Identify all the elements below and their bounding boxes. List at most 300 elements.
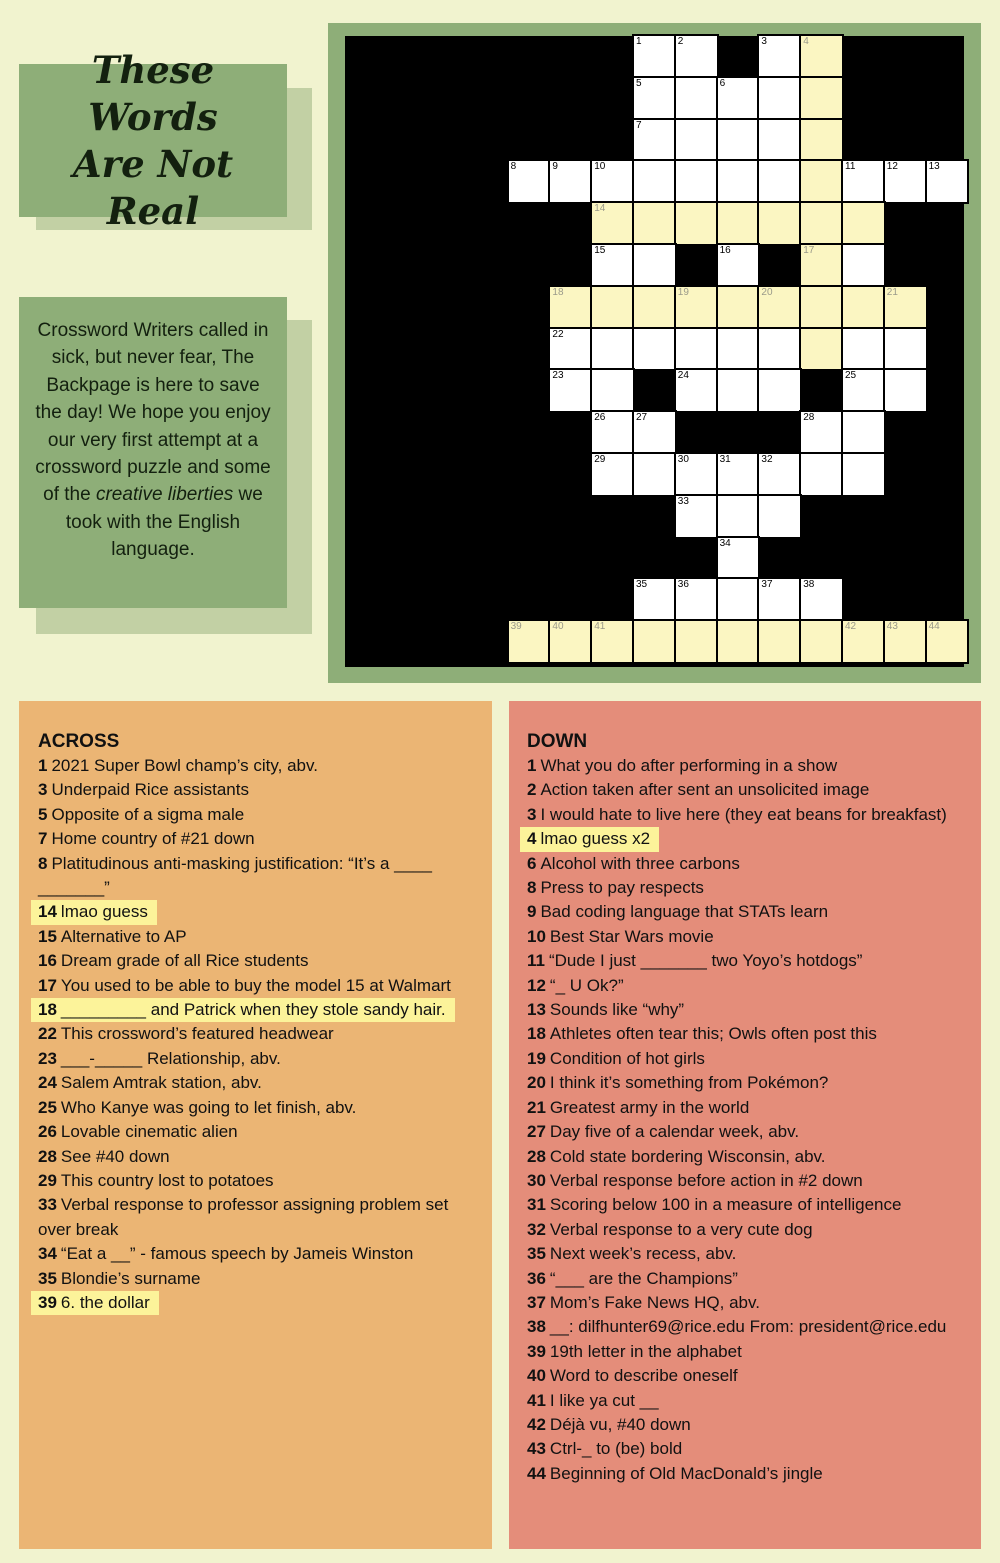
- across-clue: [38, 803, 482, 827]
- cell-number: 28: [803, 412, 815, 424]
- crossword-cell[interactable]: [718, 161, 759, 202]
- down-clue-number: 1: [527, 756, 537, 775]
- across-clue: [38, 1022, 482, 1046]
- down-clue: [527, 1364, 973, 1388]
- cell-number: 34: [719, 537, 731, 549]
- cell-number: 14: [594, 203, 606, 215]
- across-clue: [38, 1120, 482, 1144]
- across-clue: [38, 1071, 482, 1095]
- across-clue-text: Underpaid Rice assistants: [51, 780, 249, 800]
- crossword-cell[interactable]: [634, 454, 675, 495]
- cell-number: 35: [636, 579, 648, 591]
- across-clue-text: lmao guess: [60, 902, 148, 922]
- across-clue-number: 18: [38, 1000, 57, 1020]
- down-clue: [527, 852, 973, 876]
- crossword-cell[interactable]: [885, 621, 926, 662]
- crossword-cell[interactable]: [676, 496, 717, 537]
- across-clue-number: 7: [38, 829, 48, 849]
- across-clue-number: 22: [38, 1024, 57, 1044]
- across-clue-text: _________ and Patrick when they stole sandy hair.: [60, 1000, 446, 1020]
- crossword-cell[interactable]: [718, 329, 759, 370]
- across-clue-text: You used to be able to buy the model 15 at Walmart: [60, 975, 451, 995]
- across-clue-text: Platitudinous anti-masking justification: “It’s a ____ _______”: [38, 853, 432, 898]
- crossword-cell[interactable]: [634, 161, 675, 202]
- crossword-cell[interactable]: [801, 287, 842, 328]
- down-clue-text: Déjà vu, #40 down: [549, 1414, 691, 1434]
- cell-number: 43: [886, 621, 898, 633]
- across-clue: [31, 900, 157, 924]
- down-clue-number: 40: [527, 1366, 546, 1386]
- down-clue-text: Best Star Wars movie: [549, 926, 714, 946]
- down-clue-number: 3: [527, 804, 537, 824]
- crossword-cell[interactable]: [759, 621, 800, 662]
- crossword-cell[interactable]: [676, 287, 717, 328]
- crossword-cell[interactable]: [634, 579, 675, 620]
- across-clue: [38, 1145, 482, 1169]
- down-clue-number: 12: [527, 975, 546, 995]
- crossword-cell[interactable]: [550, 287, 591, 328]
- down-clue: [527, 1120, 973, 1144]
- crossword-cell[interactable]: [759, 287, 800, 328]
- page-title: [29, 47, 277, 235]
- crossword-cell[interactable]: [592, 203, 633, 244]
- cell-number: 17: [803, 245, 815, 256]
- crossword-cell[interactable]: [550, 329, 591, 370]
- cell-number: 41: [594, 621, 606, 633]
- crossword-cell[interactable]: [634, 78, 675, 119]
- intro-text-after: we took with the English language.: [65, 484, 263, 561]
- crossword-cell[interactable]: [634, 621, 675, 662]
- crossword-cell[interactable]: [843, 329, 884, 370]
- crossword-cell[interactable]: [927, 621, 968, 662]
- title-line-1: These Words: [88, 47, 218, 139]
- down-clue-number: 35: [527, 1244, 546, 1264]
- down-clue-text: Alcohol with three carbons: [540, 853, 740, 873]
- cell-number: 38: [803, 579, 815, 591]
- crossword-cell[interactable]: [801, 245, 842, 286]
- down-clue-number: 4: [527, 829, 537, 849]
- down-clues-panel: [509, 701, 981, 1549]
- across-clue-text: Salem Amtrak station, abv.: [60, 1073, 262, 1093]
- down-clue: [520, 827, 659, 851]
- across-clue-text: Home country of #21 down: [51, 829, 255, 849]
- crossword-cell[interactable]: [885, 370, 926, 411]
- down-clue: [527, 754, 973, 778]
- cell-number: 25: [845, 370, 857, 382]
- crossword-cell[interactable]: [634, 329, 675, 370]
- across-clue: [38, 974, 482, 998]
- cell-number: 6: [719, 77, 726, 89]
- across-clue: [38, 827, 482, 851]
- intro-emphasis: creative liberties: [95, 484, 234, 506]
- down-clue-number: 38: [527, 1317, 546, 1337]
- down-clue: [527, 1267, 973, 1291]
- across-clue-text: Verbal response to professor assigning problem set over break: [38, 1195, 449, 1239]
- crossword-cell[interactable]: [550, 621, 591, 662]
- down-clue-number: 18: [527, 1024, 546, 1044]
- down-clue-number: 11: [527, 951, 545, 971]
- cell-number: 30: [677, 454, 689, 465]
- crossword-cell[interactable]: [801, 161, 842, 202]
- across-clue-number: 14: [38, 902, 57, 922]
- across-clue-number: 39: [38, 1292, 57, 1312]
- crossword-cell[interactable]: [634, 203, 675, 244]
- crossword-cell[interactable]: [843, 621, 884, 662]
- down-clue-text: I like ya cut __: [549, 1390, 659, 1410]
- down-clue-text: Day five of a calendar week, abv.: [549, 1122, 800, 1142]
- down-clue-number: 42: [527, 1414, 546, 1434]
- down-clue: [527, 1047, 973, 1071]
- crossword-cell[interactable]: [759, 36, 800, 77]
- across-clue-text: Lovable cinematic alien: [60, 1122, 238, 1142]
- down-clue-number: 36: [527, 1268, 546, 1288]
- across-clue-number: 25: [38, 1097, 57, 1117]
- crossword-cell[interactable]: [718, 370, 759, 411]
- across-clue: [38, 925, 482, 949]
- across-clue-number: 35: [38, 1268, 57, 1288]
- down-clue: [527, 1242, 973, 1266]
- crossword-cell[interactable]: [759, 120, 800, 161]
- down-clue: [527, 1315, 973, 1339]
- crossword-cell[interactable]: [592, 161, 633, 202]
- down-clue-number: 9: [527, 902, 537, 922]
- crossword-cell[interactable]: [634, 412, 675, 453]
- crossword-cell[interactable]: [718, 538, 759, 579]
- crossword-cell[interactable]: [676, 203, 717, 244]
- down-clue: [527, 974, 973, 998]
- down-clue: [527, 1022, 973, 1046]
- crossword-cell[interactable]: [676, 329, 717, 370]
- down-clue-text: Word to describe oneself: [549, 1366, 738, 1386]
- down-clue: [527, 1096, 973, 1120]
- cell-number: 1: [636, 36, 642, 47]
- down-clue-text: Ctrl-_ to (be) bold: [549, 1439, 683, 1459]
- cell-number: 3: [761, 36, 767, 47]
- down-clue-number: 37: [527, 1292, 546, 1312]
- cell-number: 9: [552, 161, 558, 173]
- down-clue: [527, 998, 973, 1022]
- across-clue: [38, 778, 482, 802]
- down-clue-text: 19th letter in the alphabet: [549, 1341, 742, 1361]
- title-card: [19, 47, 287, 233]
- across-clue-text: “Eat a __” - famous speech by Jameis Winston: [60, 1244, 414, 1264]
- cell-number: 37: [761, 579, 773, 591]
- across-clue-text: ___-_____ Relationship, abv.: [60, 1048, 281, 1068]
- crossword-cell[interactable]: [801, 78, 842, 119]
- down-clue: [527, 1437, 973, 1461]
- down-clue-number: 41: [527, 1390, 546, 1410]
- crossword-cell[interactable]: [718, 203, 759, 244]
- cell-number: 42: [845, 621, 857, 633]
- crossword-cell[interactable]: [843, 287, 884, 328]
- cell-number: 4: [803, 36, 809, 47]
- title-line-2: Are Not Real: [72, 141, 234, 233]
- crossword-grid: [345, 36, 964, 667]
- down-clue-text: “___ are the Champions”: [549, 1268, 738, 1288]
- across-clue: [38, 1096, 482, 1120]
- down-clue: [527, 1389, 973, 1413]
- across-clues-panel: [19, 701, 492, 1549]
- cell-number: 13: [928, 161, 940, 173]
- crossword-cell[interactable]: [801, 36, 842, 77]
- crossword-cell[interactable]: [759, 370, 800, 411]
- down-clue-text: __: dilfhunter69@rice.edu From: president@rice.edu: [549, 1317, 947, 1337]
- down-clue-text: Scoring below 100 in a measure of intelligence: [549, 1195, 902, 1215]
- down-clue-number: 31: [527, 1195, 546, 1215]
- crossword-cell[interactable]: [634, 287, 675, 328]
- crossword-cell[interactable]: [759, 161, 800, 202]
- crossword-cell[interactable]: [676, 78, 717, 119]
- down-clue-list: [527, 754, 973, 1486]
- across-clue: [38, 852, 482, 901]
- cell-number: 20: [761, 286, 773, 298]
- crossword-cell[interactable]: [801, 621, 842, 662]
- crossword-cell[interactable]: [759, 496, 800, 537]
- across-clue-number: 17: [38, 975, 57, 995]
- crossword-cell[interactable]: [592, 621, 633, 662]
- crossword-cell[interactable]: [759, 203, 800, 244]
- crossword-cell[interactable]: [676, 621, 717, 662]
- cell-number: 31: [719, 454, 731, 465]
- across-clue: [31, 1291, 159, 1315]
- down-clue: [527, 925, 973, 949]
- down-clue: [527, 1193, 973, 1217]
- down-clue-text: Athletes often tear this; Owls often post this: [549, 1024, 877, 1044]
- across-clue-text: Blondie’s surname: [60, 1268, 201, 1288]
- crossword-cell[interactable]: [927, 161, 968, 202]
- cell-number: 39: [510, 621, 522, 633]
- cell-number: 33: [677, 495, 689, 507]
- cell-number: 8: [510, 161, 517, 173]
- across-clue-number: 1: [38, 756, 48, 775]
- down-clue-text: Beginning of Old MacDonald’s jingle: [549, 1463, 823, 1483]
- down-heading: DOWN: [527, 731, 588, 752]
- across-clue-number: 26: [38, 1122, 57, 1142]
- down-clue-text: Cold state bordering Wisconsin, abv.: [549, 1146, 826, 1166]
- crossword-cell[interactable]: [718, 579, 759, 620]
- down-clue-text: I would hate to live here (they eat beans for breakfast): [540, 804, 947, 824]
- crossword-cell[interactable]: [676, 579, 717, 620]
- cell-number: 18: [552, 286, 564, 298]
- crossword-cell[interactable]: [592, 329, 633, 370]
- across-clue: [38, 754, 482, 778]
- crossword-cell[interactable]: [509, 161, 550, 202]
- down-clue: [527, 1218, 973, 1242]
- crossword-cell[interactable]: [718, 496, 759, 537]
- crossword-cell[interactable]: [843, 412, 884, 453]
- crossword-cell[interactable]: [885, 329, 926, 370]
- crossword-cell[interactable]: [801, 579, 842, 620]
- crossword-cell[interactable]: [592, 287, 633, 328]
- across-clue-number: 8: [38, 853, 48, 873]
- down-clue-text: Mom’s Fake News HQ, abv.: [549, 1292, 760, 1312]
- down-clue: [527, 1145, 973, 1169]
- crossword-cell[interactable]: [676, 36, 717, 77]
- down-clue-number: 13: [527, 1000, 546, 1020]
- across-clue: [38, 1169, 482, 1193]
- down-clue-text: Next week’s recess, abv.: [549, 1244, 737, 1264]
- cell-number: 32: [761, 454, 773, 465]
- cell-number: 23: [552, 370, 564, 382]
- crossword-cell[interactable]: [843, 245, 884, 286]
- across-clue-list: [38, 754, 482, 1315]
- crossword-cell[interactable]: [676, 161, 717, 202]
- crossword-cell[interactable]: [509, 621, 550, 662]
- across-heading: ACROSS: [38, 731, 120, 752]
- down-clue-number: 21: [527, 1097, 546, 1117]
- cell-number: 7: [636, 119, 642, 131]
- down-clue: [527, 778, 973, 802]
- crossword-cell[interactable]: [801, 454, 842, 495]
- down-clue-text: “Dude I just _______ two Yoyo’s hotdogs”: [548, 951, 863, 971]
- crossword-cell[interactable]: [843, 454, 884, 495]
- down-clue-text: Action taken after sent an unsolicited image: [540, 780, 870, 800]
- intro-text-before: Crossword Writers called in sick, but never fear, The Backpage is here to save the day! We hope you enjoy our very first attempt at a crossword puzzle and some of the: [35, 320, 271, 506]
- down-clue-text: “_ U Ok?”: [549, 975, 624, 995]
- crossword-cell[interactable]: [634, 36, 675, 77]
- down-clue-number: 8: [527, 878, 537, 898]
- crossword-cell[interactable]: [634, 245, 675, 286]
- down-clue-number: 43: [527, 1439, 546, 1459]
- crossword-cell[interactable]: [592, 370, 633, 411]
- cell-number: 15: [594, 245, 606, 256]
- across-clue-number: 24: [38, 1073, 57, 1093]
- across-clue-number: 3: [38, 780, 48, 800]
- cell-number: 26: [594, 412, 606, 424]
- across-clue-number: 33: [38, 1195, 57, 1215]
- across-clue: [38, 1047, 482, 1071]
- crossword-cell[interactable]: [550, 161, 591, 202]
- across-clue-number: 34: [38, 1244, 57, 1264]
- crossword-cell[interactable]: [801, 412, 842, 453]
- crossword-cell[interactable]: [592, 412, 633, 453]
- down-clue-number: 2: [527, 780, 537, 800]
- down-clue-number: 28: [527, 1146, 546, 1166]
- crossword-cell[interactable]: [676, 370, 717, 411]
- down-clue: [527, 1340, 973, 1364]
- across-clue-text: Opposite of a sigma male: [51, 804, 245, 824]
- down-clue-number: 30: [527, 1170, 546, 1190]
- down-clue-number: 10: [527, 926, 546, 946]
- crossword-cell[interactable]: [843, 161, 884, 202]
- down-clue-text: I think it’s something from Pokémon?: [549, 1073, 829, 1093]
- across-clue-text: Dream grade of all Rice students: [60, 951, 309, 971]
- down-clue-number: 32: [527, 1219, 546, 1239]
- crossword-cell[interactable]: [550, 370, 591, 411]
- crossword-cell[interactable]: [801, 329, 842, 370]
- across-clue-text: Alternative to AP: [60, 926, 187, 946]
- crossword-cell[interactable]: [801, 120, 842, 161]
- across-clue: [38, 1193, 482, 1242]
- across-clue: [38, 1267, 482, 1291]
- down-clue-number: 39: [527, 1341, 546, 1361]
- cell-number: 2: [677, 36, 684, 47]
- down-clue: [527, 1169, 973, 1193]
- across-clue: [31, 998, 455, 1022]
- crossword-cell[interactable]: [885, 287, 926, 328]
- down-clue: [527, 1462, 973, 1486]
- across-clue: [38, 1242, 482, 1266]
- down-clue-text: What you do after performing in a show: [540, 756, 838, 775]
- crossword-cell[interactable]: [592, 245, 633, 286]
- cell-number: 21: [886, 286, 898, 298]
- cell-number: 44: [928, 621, 940, 633]
- across-clue-number: 16: [38, 951, 57, 971]
- crossword-cell[interactable]: [759, 329, 800, 370]
- across-clue-text: 2021 Super Bowl champ’s city, abv.: [51, 756, 318, 775]
- down-clue: [527, 1291, 973, 1315]
- crossword-cell[interactable]: [676, 120, 717, 161]
- down-clue: [527, 803, 973, 827]
- cell-number: 11: [845, 161, 856, 173]
- crossword-cell[interactable]: [759, 579, 800, 620]
- down-clue-number: 20: [527, 1073, 546, 1093]
- down-clue-text: Verbal response before action in #2 down: [549, 1170, 863, 1190]
- crossword-cell[interactable]: [718, 287, 759, 328]
- crossword-cell[interactable]: [634, 120, 675, 161]
- crossword-cell[interactable]: [759, 78, 800, 119]
- crossword-cell[interactable]: [718, 120, 759, 161]
- cell-number: 22: [552, 328, 564, 340]
- crossword-cell[interactable]: [843, 370, 884, 411]
- cell-number: 19: [677, 286, 689, 298]
- cell-number: 5: [636, 77, 642, 89]
- down-clue: [527, 876, 973, 900]
- crossword-cell[interactable]: [843, 203, 884, 244]
- crossword-cell[interactable]: [718, 454, 759, 495]
- cell-number: 12: [886, 161, 898, 173]
- across-clue-text: This country lost to potatoes: [60, 1170, 274, 1190]
- down-clue-text: Sounds like “why”: [549, 1000, 685, 1020]
- intro-card: [19, 297, 287, 608]
- down-clue: [527, 900, 973, 924]
- down-clue-number: 19: [527, 1048, 546, 1068]
- crossword-cell[interactable]: [592, 454, 633, 495]
- cell-number: 29: [594, 454, 606, 465]
- down-clue-text: Condition of hot girls: [549, 1048, 705, 1068]
- crossword-cell[interactable]: [718, 245, 759, 286]
- down-clue-text: Verbal response to a very cute dog: [549, 1219, 813, 1239]
- across-clue-number: 29: [38, 1170, 57, 1190]
- crossword-cell[interactable]: [801, 203, 842, 244]
- cell-number: 40: [552, 621, 564, 633]
- cell-number: 36: [677, 579, 689, 591]
- down-clue-number: 27: [527, 1122, 546, 1142]
- crossword-cell[interactable]: [885, 161, 926, 202]
- across-clue-number: 15: [38, 926, 57, 946]
- down-clue-number: 6: [527, 853, 537, 873]
- across-clue-text: See #40 down: [60, 1146, 170, 1166]
- across-clue: [38, 949, 482, 973]
- crossword-cell[interactable]: [759, 454, 800, 495]
- cell-number: 27: [636, 412, 648, 424]
- across-clue-text: Who Kanye was going to let finish, abv.: [60, 1097, 357, 1117]
- crossword-cell[interactable]: [718, 78, 759, 119]
- across-clue-number: 28: [38, 1146, 57, 1166]
- across-clue-text: This crossword’s featured headwear: [60, 1024, 334, 1044]
- down-clue-text: Bad coding language that STATs learn: [540, 902, 829, 922]
- across-clue-number: 5: [38, 804, 48, 824]
- down-clue-text: lmao guess x2: [540, 829, 651, 849]
- down-clue: [527, 949, 973, 973]
- crossword-cell[interactable]: [676, 454, 717, 495]
- cell-number: 10: [594, 161, 606, 173]
- down-clue-text: Greatest army in the world: [549, 1097, 750, 1117]
- down-clue: [527, 1071, 973, 1095]
- crossword-cell[interactable]: [718, 621, 759, 662]
- across-clue-number: 23: [38, 1048, 57, 1068]
- down-clue: [527, 1413, 973, 1437]
